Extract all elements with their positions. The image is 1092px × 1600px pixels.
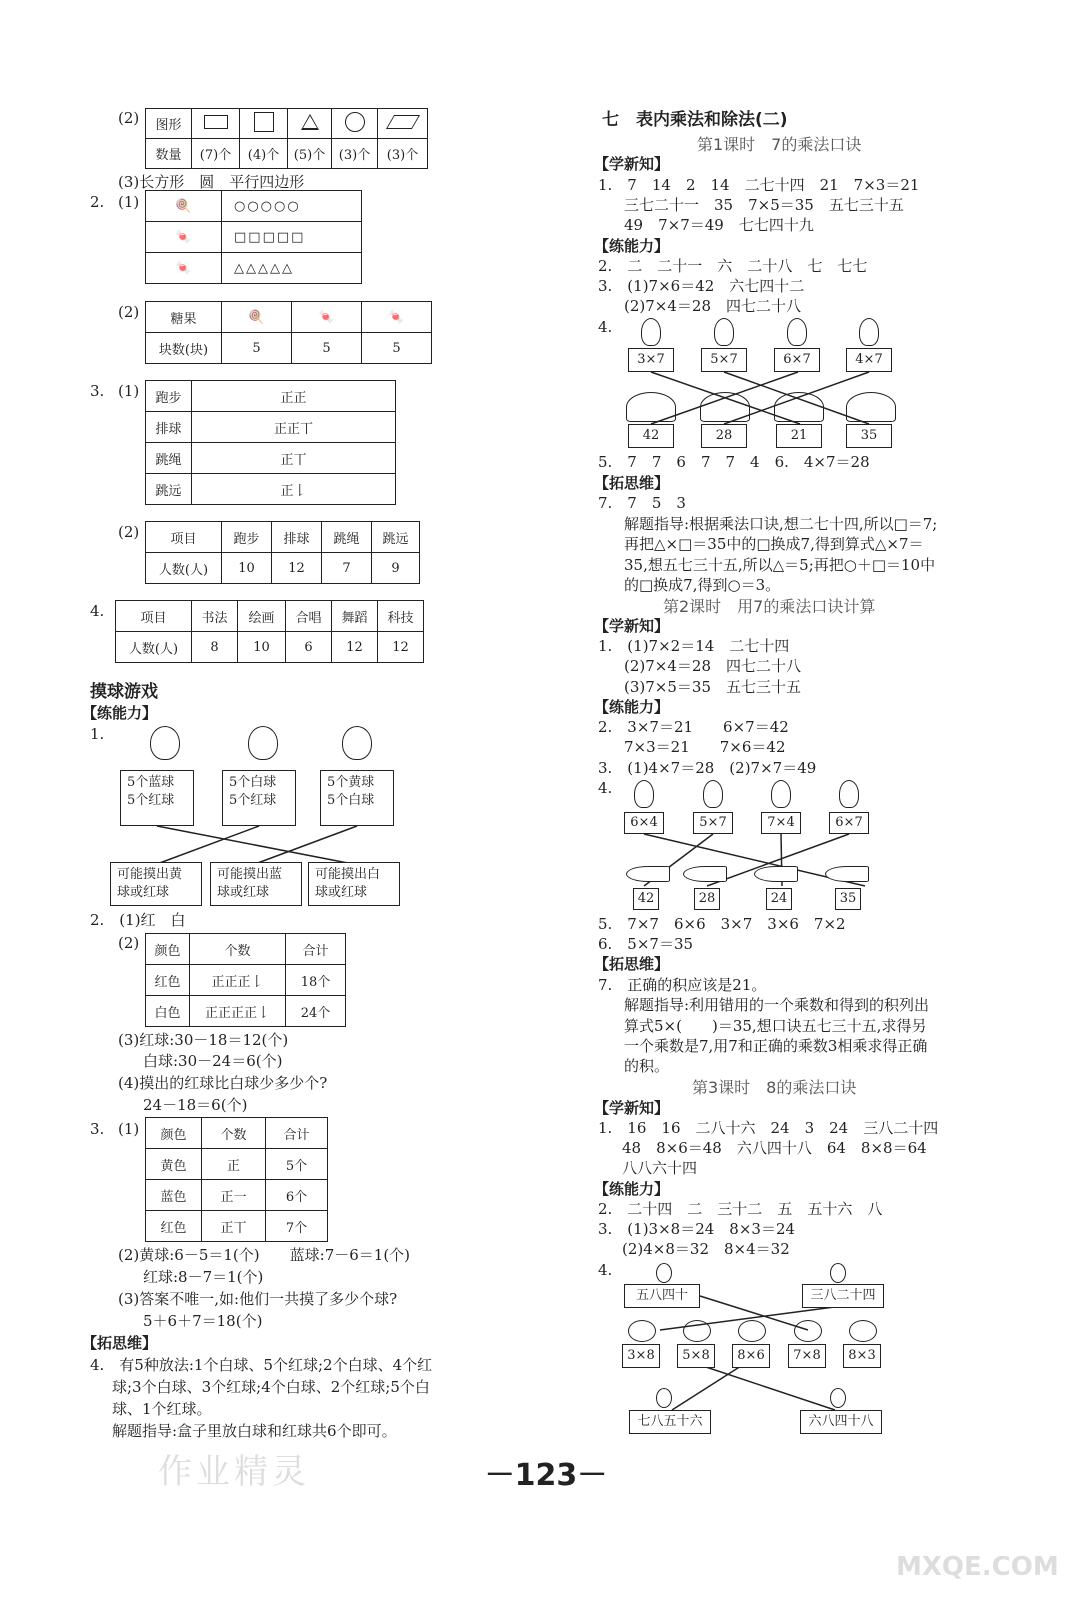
- carrot-icon: [626, 866, 670, 882]
- candy-symbol-table: [145, 190, 362, 284]
- g3-3b: 5＋6＋7＝18(个): [143, 1312, 263, 1330]
- ant-icon: [656, 1388, 672, 1408]
- l1-q7-answer: 7. 7 5 3: [598, 494, 686, 512]
- table-cell: 正一: [202, 1180, 266, 1211]
- candy-header: 糖果: [146, 302, 222, 333]
- result-line: 可能摸出蓝: [217, 867, 283, 882]
- candy-count: 5: [292, 333, 362, 364]
- result-line: 球或红球: [117, 885, 170, 900]
- rabbit-icon: [771, 780, 791, 808]
- ant-icon: [794, 1320, 822, 1342]
- box-line: 5个白球: [229, 775, 277, 790]
- table-header: 个数: [202, 1118, 266, 1149]
- watermark: 作业精灵: [158, 1452, 310, 1492]
- lollipop-icon: 🍭: [146, 191, 222, 222]
- table-cell: 6个: [266, 1180, 328, 1211]
- q1-2-label: (2): [118, 109, 140, 127]
- product-card: 42: [633, 888, 659, 910]
- lesson1-title: 第1课时 7的乘法口诀: [697, 135, 862, 154]
- table-cell: 10: [222, 553, 272, 584]
- l2-q2-line1: 2. 3×7＝21 6×7＝42: [598, 718, 789, 736]
- shape-count: (3)个: [378, 139, 428, 169]
- table-cell: 12: [332, 632, 378, 663]
- g2-3a: (3)红球:30－18＝12(个): [118, 1031, 289, 1049]
- multiplication-card: 4×7: [846, 348, 892, 372]
- square-symbols: □□□□□: [222, 222, 362, 253]
- l2-q6: 6. 5×7＝35: [598, 935, 694, 953]
- g4-line-4: 解题指导:盒子里放白球和红球共6个即可。: [112, 1422, 397, 1440]
- multiplication-card: 5×8: [677, 1344, 715, 1368]
- l2-q7-guide1: 解题指导:利用错用的一个乘数和得到的积列出: [624, 996, 930, 1014]
- l2-q3: 3. (1)4×7＝28 (2)7×7＝49: [598, 759, 817, 777]
- candy-count: 5: [362, 333, 432, 364]
- chapter-title: 七 表内乘法和除法(二): [602, 110, 788, 130]
- multiplication-card: 5×7: [701, 348, 747, 372]
- lesson3-title: 第3课时 8的乘法口诀: [692, 1078, 857, 1097]
- table-header: 跑步: [222, 522, 272, 553]
- shape-count: (5)个: [288, 139, 332, 169]
- l3-q1-line1: 1. 16 16 二八十六 24 3 24 三八二十四: [598, 1119, 939, 1137]
- tally-table: [145, 380, 396, 505]
- think-tag: 【拓思维】: [82, 1334, 158, 1352]
- multiplication-card: 7×8: [788, 1344, 826, 1368]
- table-header: 跳远: [372, 522, 420, 553]
- boy-icon: [248, 726, 278, 760]
- mushroom-icon: [700, 392, 750, 422]
- table-cell: 正正正𠄌: [190, 965, 286, 996]
- product-card: 28: [701, 424, 747, 448]
- rabbit-icon: [634, 780, 654, 808]
- shape-count: (4)个: [240, 139, 288, 169]
- l3-q4-label: 4.: [598, 1261, 613, 1279]
- ant-icon: [628, 1320, 656, 1342]
- multiplication-card: 6×7: [829, 812, 869, 834]
- product-card: 35: [846, 424, 892, 448]
- l2-q7-guide2: 算式5×( )＝35,想口诀五七三十五,求得另: [624, 1017, 927, 1035]
- table-header: 项目: [146, 522, 222, 553]
- mushroom-icon: [626, 392, 676, 422]
- q3-label: 3.: [90, 382, 105, 400]
- box-line: 5个蓝球: [127, 775, 175, 790]
- table-header: 合计: [286, 934, 346, 965]
- product-card: 28: [694, 888, 720, 910]
- boy-icon: [150, 726, 180, 760]
- g3-2a: (2)黄球:6－5＝1(个) 蓝球:7－6＝1(个): [118, 1246, 411, 1264]
- ant-icon: [849, 1320, 877, 1342]
- multiplication-card: 3×7: [628, 348, 674, 372]
- q3-2-label: (2): [118, 523, 140, 541]
- result-line: 可能摸出白: [315, 867, 381, 882]
- table-cell: 红色: [146, 965, 190, 996]
- box-line: 5个红球: [127, 793, 175, 808]
- l3-q2: 2. 二十四 二 三十二 五 五十六 八: [598, 1200, 883, 1218]
- table-cell: 12: [272, 553, 322, 584]
- lollipop-icon: 🍭: [222, 302, 292, 333]
- think-tag: 【拓思维】: [594, 474, 670, 492]
- table-header: 科技: [378, 601, 424, 632]
- practice-tag: 【练能力】: [594, 1180, 670, 1198]
- result-box: [308, 862, 400, 906]
- site-watermark: MXQE.COM: [896, 1552, 1059, 1582]
- section-title: 摸球游戏: [90, 682, 158, 702]
- tally-marks: 正丅: [192, 443, 396, 474]
- candy-count-table: [145, 301, 432, 364]
- table-header: 合唱: [286, 601, 332, 632]
- shape-count-table: [145, 108, 428, 169]
- l2-q4-label: 4.: [598, 779, 613, 797]
- mushroom-icon: [846, 392, 896, 422]
- table-cell: 正丅: [202, 1211, 266, 1242]
- q2-label: 2.: [90, 193, 105, 211]
- g2-4b: 24－18＝6(个): [143, 1096, 248, 1114]
- product-card: 21: [776, 424, 822, 448]
- ant-icon: [656, 1263, 672, 1283]
- table-cell: 24个: [286, 996, 346, 1027]
- carrot-icon: [683, 866, 727, 882]
- think-tag: 【拓思维】: [594, 955, 670, 973]
- product-card: 35: [835, 888, 861, 910]
- parallelogram-icon: [378, 109, 428, 139]
- g3-2b: 红球:8－7＝1(个): [143, 1268, 264, 1286]
- box-line: 5个黄球: [327, 775, 375, 790]
- l2-q5: 5. 7×7 6×6 3×7 3×6 7×2: [598, 915, 846, 933]
- table-cell: 红色: [146, 1211, 202, 1242]
- l2-q1-line2: (2)7×4＝28 四七二十八: [624, 657, 801, 675]
- l1-q3-line1: 3. (1)7×6＝42 六七四十二: [598, 277, 805, 295]
- l1-q1-line2: 三七二十一 35 7×5＝35 五七三十五: [624, 196, 904, 214]
- table-cell: 人数(人): [116, 632, 192, 663]
- ball-box: [320, 770, 394, 826]
- practice-tag: 【练能力】: [594, 237, 670, 255]
- table-cell: 7个: [266, 1211, 328, 1242]
- l3-q1-line2: 48 8×6＝48 六八四十八 64 8×8＝64: [622, 1139, 927, 1157]
- practice-tag: 【练能力】: [82, 704, 158, 722]
- wrapped-candy-icon: 🍬: [362, 302, 432, 333]
- g4-line-2: 球;3个白球、3个红球;4个白球、2个红球;5个白: [112, 1378, 430, 1396]
- g3-3a: (3)答案不唯一,如:他们一共摸了多少个球?: [118, 1290, 398, 1308]
- ball-color-table: [145, 933, 346, 1027]
- table-cell: 正正正正𠄌: [190, 996, 286, 1027]
- table-cell: 正: [202, 1149, 266, 1180]
- l2-q7-guide3: 一个乘数是7,用7和正确的乘数3相乘求得正确: [624, 1037, 928, 1055]
- table-header: 跳绳: [322, 522, 372, 553]
- result-line: 可能摸出黄: [117, 867, 183, 882]
- q1-3-answer: (3)长方形 圆 平行四边形: [118, 173, 305, 191]
- table-cell: 蓝色: [146, 1180, 202, 1211]
- l1-q2: 2. 二 二十一 六 二十八 七 七七: [598, 257, 868, 275]
- table-cell: 10: [238, 632, 286, 663]
- table-cell: 18个: [286, 965, 346, 996]
- ant-icon: [738, 1320, 766, 1342]
- multiplication-card: 8×6: [732, 1344, 770, 1368]
- shape-row-label: 图形: [146, 109, 192, 139]
- rhyme-card: 六八四十八: [800, 1410, 882, 1434]
- g2-4a: (4)摸出的红球比白球少多少个?: [118, 1074, 328, 1092]
- rabbit-icon: [839, 780, 859, 808]
- q2-2-label: (2): [118, 303, 140, 321]
- rhyme-card: 三八二十四: [802, 1284, 884, 1308]
- girl-icon: [342, 726, 372, 760]
- product-card: 42: [628, 424, 674, 448]
- rabbit-icon: [641, 318, 661, 346]
- table-cell: 5个: [266, 1149, 328, 1180]
- l2-q1-line1: 1. (1)7×2＝14 二七十四: [598, 637, 790, 655]
- carrot-icon: [825, 866, 869, 882]
- rabbit-icon: [859, 318, 879, 346]
- ant-icon: [683, 1320, 711, 1342]
- q3-1-label: (1): [118, 382, 140, 400]
- l1-q7-guide4: 的□换成7,得到○＝3。: [624, 576, 781, 594]
- result-line: 球或红球: [315, 885, 368, 900]
- table-header: 舞蹈: [332, 601, 378, 632]
- ball-box: [222, 770, 296, 826]
- table-header: 排球: [272, 522, 322, 553]
- page-number: －123－: [484, 1458, 608, 1493]
- table-header: 颜色: [146, 1118, 202, 1149]
- g2-3b: 白球:30－24＝6(个): [143, 1052, 283, 1070]
- shape-count: (3)个: [332, 139, 378, 169]
- l1-q5-q6: 5. 7 7 6 7 7 4 6. 4×7＝28: [598, 453, 870, 471]
- rabbit-icon: [703, 780, 723, 808]
- carrot-icon: [754, 866, 798, 882]
- count-row-label: 数量: [146, 139, 192, 169]
- box-line: 5个红球: [229, 793, 277, 808]
- shape-count: (7)个: [192, 139, 240, 169]
- triangle-icon: [288, 109, 332, 139]
- lesson2-title: 第2课时 用7的乘法口诀计算: [663, 597, 876, 616]
- wrapped-candy-icon: 🍬: [146, 253, 222, 284]
- learn-tag: 【学新知】: [594, 155, 670, 173]
- l1-q1-line1: 1. 7 14 2 14 二七十四 21 7×3＝21: [598, 176, 920, 194]
- table-header: 合计: [266, 1118, 328, 1149]
- l3-q3-line2: (2)4×8＝32 8×4＝32: [622, 1240, 790, 1258]
- multiplication-card: 5×7: [693, 812, 733, 834]
- wrapped-candy-icon: 🍬: [146, 222, 222, 253]
- ball-box: [120, 770, 194, 826]
- candy-count: 5: [222, 333, 292, 364]
- table-cell: 6: [286, 632, 332, 663]
- q2-1-label: (1): [118, 193, 140, 211]
- hobby-count-table: [115, 600, 424, 663]
- l3-q1-line3: 八八六十四: [622, 1159, 698, 1177]
- sport-count-table: [145, 521, 420, 584]
- l2-q7-guide4: 的积。: [624, 1057, 670, 1075]
- g3-label: 3.: [90, 1120, 105, 1138]
- tally-marks: 正正丅: [192, 412, 396, 443]
- table-header: 绘画: [238, 601, 286, 632]
- l2-q7-answer: 7. 正确的积应该是21。: [598, 976, 767, 994]
- g2-2-label: (2): [118, 934, 140, 952]
- l1-q7-guide1: 解题指导:根据乘法口诀,想二七十四,所以□＝7;: [624, 515, 938, 533]
- mushroom-icon: [774, 392, 824, 422]
- tally-marks: 正𠄌: [192, 474, 396, 505]
- ball-color-table-2: [145, 1117, 328, 1242]
- table-header: 书法: [192, 601, 238, 632]
- g4-line-1: 4. 有5种放法:1个白球、5个红球;2个白球、4个红: [90, 1356, 433, 1374]
- practice-tag: 【练能力】: [594, 698, 670, 716]
- l1-q3-line2: (2)7×4＝28 四七二十八: [624, 297, 801, 315]
- box-line: 5个白球: [327, 793, 375, 808]
- wrapped-candy-icon: 🍬: [292, 302, 362, 333]
- multiplication-card: 8×3: [843, 1344, 881, 1368]
- multiplication-card: 3×8: [622, 1344, 660, 1368]
- circle-symbols: ○○○○○: [222, 191, 362, 222]
- triangle-symbols: △△△△△: [222, 253, 362, 284]
- square-icon: [240, 109, 288, 139]
- ant-icon: [830, 1263, 846, 1283]
- product-card: 24: [766, 888, 792, 910]
- ant-icon: [830, 1388, 846, 1408]
- table-header: 项目: [116, 601, 192, 632]
- table-cell: 8: [192, 632, 238, 663]
- tally-marks: 正正: [192, 381, 396, 412]
- multiplication-card: 7×4: [761, 812, 801, 834]
- learn-tag: 【学新知】: [594, 617, 670, 635]
- circle-icon: [332, 109, 378, 139]
- multiplication-card: 6×4: [624, 812, 664, 834]
- l2-q2-line2: 7×3＝21 7×6＝42: [624, 738, 786, 756]
- rabbit-icon: [787, 318, 807, 346]
- table-header: 个数: [190, 934, 286, 965]
- sport-name: 跳绳: [146, 443, 192, 474]
- l1-q1-line3: 49 7×7＝49 七七四十九: [624, 216, 814, 234]
- rabbit-icon: [714, 318, 734, 346]
- g1-label: 1.: [90, 725, 105, 743]
- learn-tag: 【学新知】: [594, 1099, 670, 1117]
- table-cell: 黄色: [146, 1149, 202, 1180]
- result-box: [210, 862, 302, 906]
- table-cell: 人数(人): [146, 553, 222, 584]
- sport-name: 排球: [146, 412, 192, 443]
- multiplication-card: 6×7: [774, 348, 820, 372]
- rhyme-card: 七八五十六: [629, 1410, 711, 1434]
- result-line: 球或红球: [217, 885, 270, 900]
- rhyme-card: 五八四十: [624, 1284, 700, 1308]
- table-cell: 9: [372, 553, 420, 584]
- l1-q7-guide2: 再把△×□＝35中的□换成7,得到算式△×7＝: [624, 535, 924, 553]
- table-header: 颜色: [146, 934, 190, 965]
- l2-q1-line3: (3)7×5＝35 五七三十五: [624, 678, 801, 696]
- table-cell: 7: [322, 553, 372, 584]
- g4-line-3: 球、1个红球。: [112, 1400, 212, 1418]
- sport-name: 跑步: [146, 381, 192, 412]
- l1-q4-label: 4.: [598, 318, 613, 336]
- g3-1-label: (1): [118, 1120, 140, 1138]
- table-cell: 12: [378, 632, 424, 663]
- q4-label: 4.: [90, 602, 105, 620]
- l1-q7-guide3: 35,想五七三十五,所以△＝5;再把○＋□＝10中: [624, 556, 936, 574]
- l3-q3-line1: 3. (1)3×8＝24 8×3＝24: [598, 1220, 796, 1238]
- result-box: [110, 862, 202, 906]
- rectangle-icon: [192, 109, 240, 139]
- table-cell: 白色: [146, 996, 190, 1027]
- sport-name: 跳远: [146, 474, 192, 505]
- g2-1-answer: 2. (1)红 白: [90, 911, 186, 929]
- count-header: 块数(块): [146, 333, 222, 364]
